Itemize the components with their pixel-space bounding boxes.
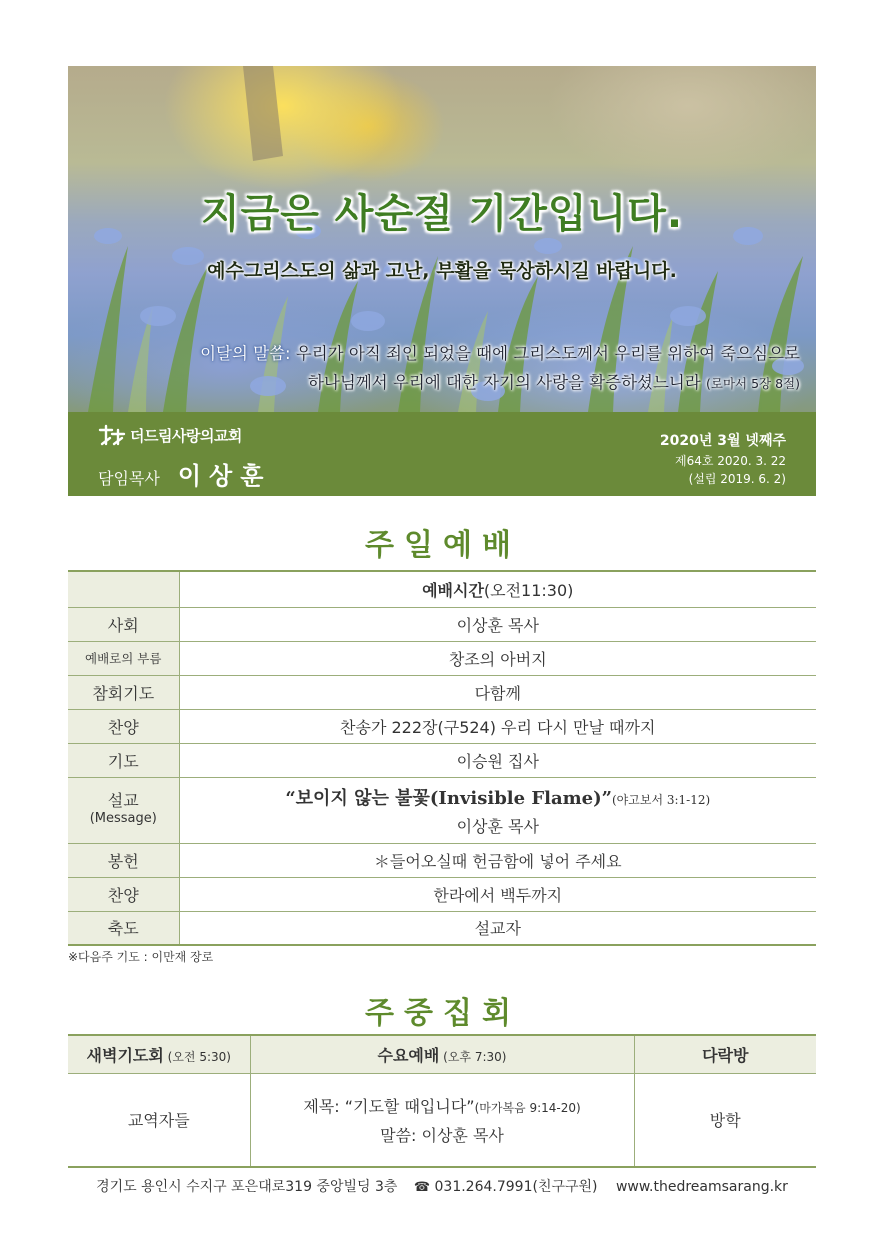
sermon-label-ko: 설교 — [107, 791, 139, 810]
hero-banner — [68, 66, 816, 412]
verse-line-1: 우리가 아직 죄인 되었을 때에 그리스도께서 우리를 위하여 죽으심으로 — [290, 344, 800, 363]
church-name: 더드림사랑의교회 — [130, 426, 242, 445]
wednesday-header — [250, 1035, 634, 1073]
church-logo — [98, 424, 242, 446]
row-label: 축도 — [68, 911, 179, 945]
dawn-time: (오전 5:30) — [163, 1049, 231, 1064]
row-label: 기도 — [68, 743, 179, 777]
founded-date: (설립 2019. 6. 2) — [688, 472, 786, 486]
worship-time — [179, 571, 816, 607]
verse-label: 이달의 말씀: — [200, 344, 291, 363]
table-row — [68, 843, 816, 877]
sermon-preacher: 이상훈 목사 — [456, 816, 539, 836]
dawn-value: 교역자들 — [68, 1073, 250, 1167]
hero-title: 지금은 사순절 기간입니다. — [200, 191, 684, 237]
row-value: 다함께 — [179, 675, 816, 709]
monthly-verse — [88, 339, 800, 398]
footer — [68, 1176, 816, 1196]
sermon-title: “보이지 않는 불꽃(Invisible Flame)” — [285, 787, 612, 809]
row-value: 이상훈 목사 — [179, 607, 816, 641]
table-row — [68, 743, 816, 777]
issue-number: 제64호 2020. 3. 22 — [675, 454, 786, 468]
phone-number: 031.264.7991(친구구원) — [430, 1179, 598, 1195]
website-link[interactable]: www.thedreamsarang.kr — [615, 1179, 788, 1195]
pastor-label: 담임목사 — [98, 469, 160, 488]
issue-week: 2020년 3월 넷째주 — [659, 433, 786, 449]
wed-time: (오후 7:30) — [439, 1049, 507, 1064]
church-info-bar — [68, 412, 816, 496]
row-value: 설교자 — [179, 911, 816, 945]
table-row — [68, 641, 816, 675]
cafe-value: 방학 — [634, 1073, 816, 1167]
row-label: 참회기도 — [68, 675, 179, 709]
verse-line-2: 하나님께서 우리에 대한 자기의 사랑을 확증하셨느니라 — [307, 373, 707, 392]
sermon-value — [179, 777, 816, 843]
row-label: 찬양 — [68, 709, 179, 743]
wed-reference: (마가복음 9:14-20) — [474, 1100, 581, 1115]
worship-time-value: (오전11:30) — [483, 580, 574, 600]
church-logo-icon — [98, 424, 126, 446]
table-row — [68, 709, 816, 743]
sermon-reference: (야고보서 3:1-12) — [612, 792, 711, 807]
row-value: 찬송가 222장(구524) 우리 다시 만날 때까지 — [179, 709, 816, 743]
sermon-row — [68, 777, 816, 843]
table-row — [68, 877, 816, 911]
table-row — [68, 675, 816, 709]
weekly-section-title: 주중집회 — [365, 996, 521, 1031]
row-value: ＊들어오실때 헌금함에 넣어 주세요 — [179, 843, 816, 877]
wed-label: 수요예배 — [377, 1045, 440, 1065]
worship-order-table — [68, 570, 816, 946]
dawn-label: 새벽기도회 — [86, 1045, 164, 1065]
pastor-name: 이상훈 — [177, 462, 272, 490]
wed-subject: 제목: “기도할 때입니다” — [303, 1096, 475, 1116]
wednesday-value — [250, 1073, 634, 1167]
worship-section-title: 주일예배 — [365, 528, 521, 563]
table-row — [68, 1073, 816, 1167]
address: 경기도 용인시 수지구 포은대로319 중앙빌딩 3층 — [96, 1179, 398, 1195]
row-value: 한라에서 백두까지 — [179, 877, 816, 911]
weekly-gatherings-table — [68, 1034, 816, 1168]
sermon-label-en: (Message) — [89, 811, 157, 826]
next-week-prayer-note: ※다음주 기도 : 이만재 장로 — [68, 950, 214, 964]
worship-time-label: 예배시간 — [422, 580, 484, 600]
row-value: 창조의 아버지 — [179, 641, 816, 675]
hero-subtitle: 예수그리스도의 삶과 고난, 부활을 묵상하시길 바랍니다. — [207, 260, 677, 282]
table-row — [68, 607, 816, 641]
table-header-row — [68, 571, 816, 607]
row-label: 봉헌 — [68, 843, 179, 877]
verse-reference: (로마서 5장 8절) — [706, 376, 800, 391]
wed-preacher: 말씀: 이상훈 목사 — [380, 1125, 504, 1145]
row-label: 찬양 — [68, 877, 179, 911]
sermon-label — [68, 777, 179, 843]
table-row — [68, 911, 816, 945]
row-value: 이승원 집사 — [179, 743, 816, 777]
table-header-row — [68, 1035, 816, 1073]
cafe-header: 다락방 — [634, 1035, 816, 1073]
row-label: 사회 — [68, 607, 179, 641]
pastor — [98, 456, 271, 491]
dawn-prayer-header — [68, 1035, 250, 1073]
header-label-cell — [68, 571, 179, 607]
row-label: 예배로의 부름 — [68, 641, 179, 675]
phone-icon: ☎ — [413, 1180, 431, 1195]
